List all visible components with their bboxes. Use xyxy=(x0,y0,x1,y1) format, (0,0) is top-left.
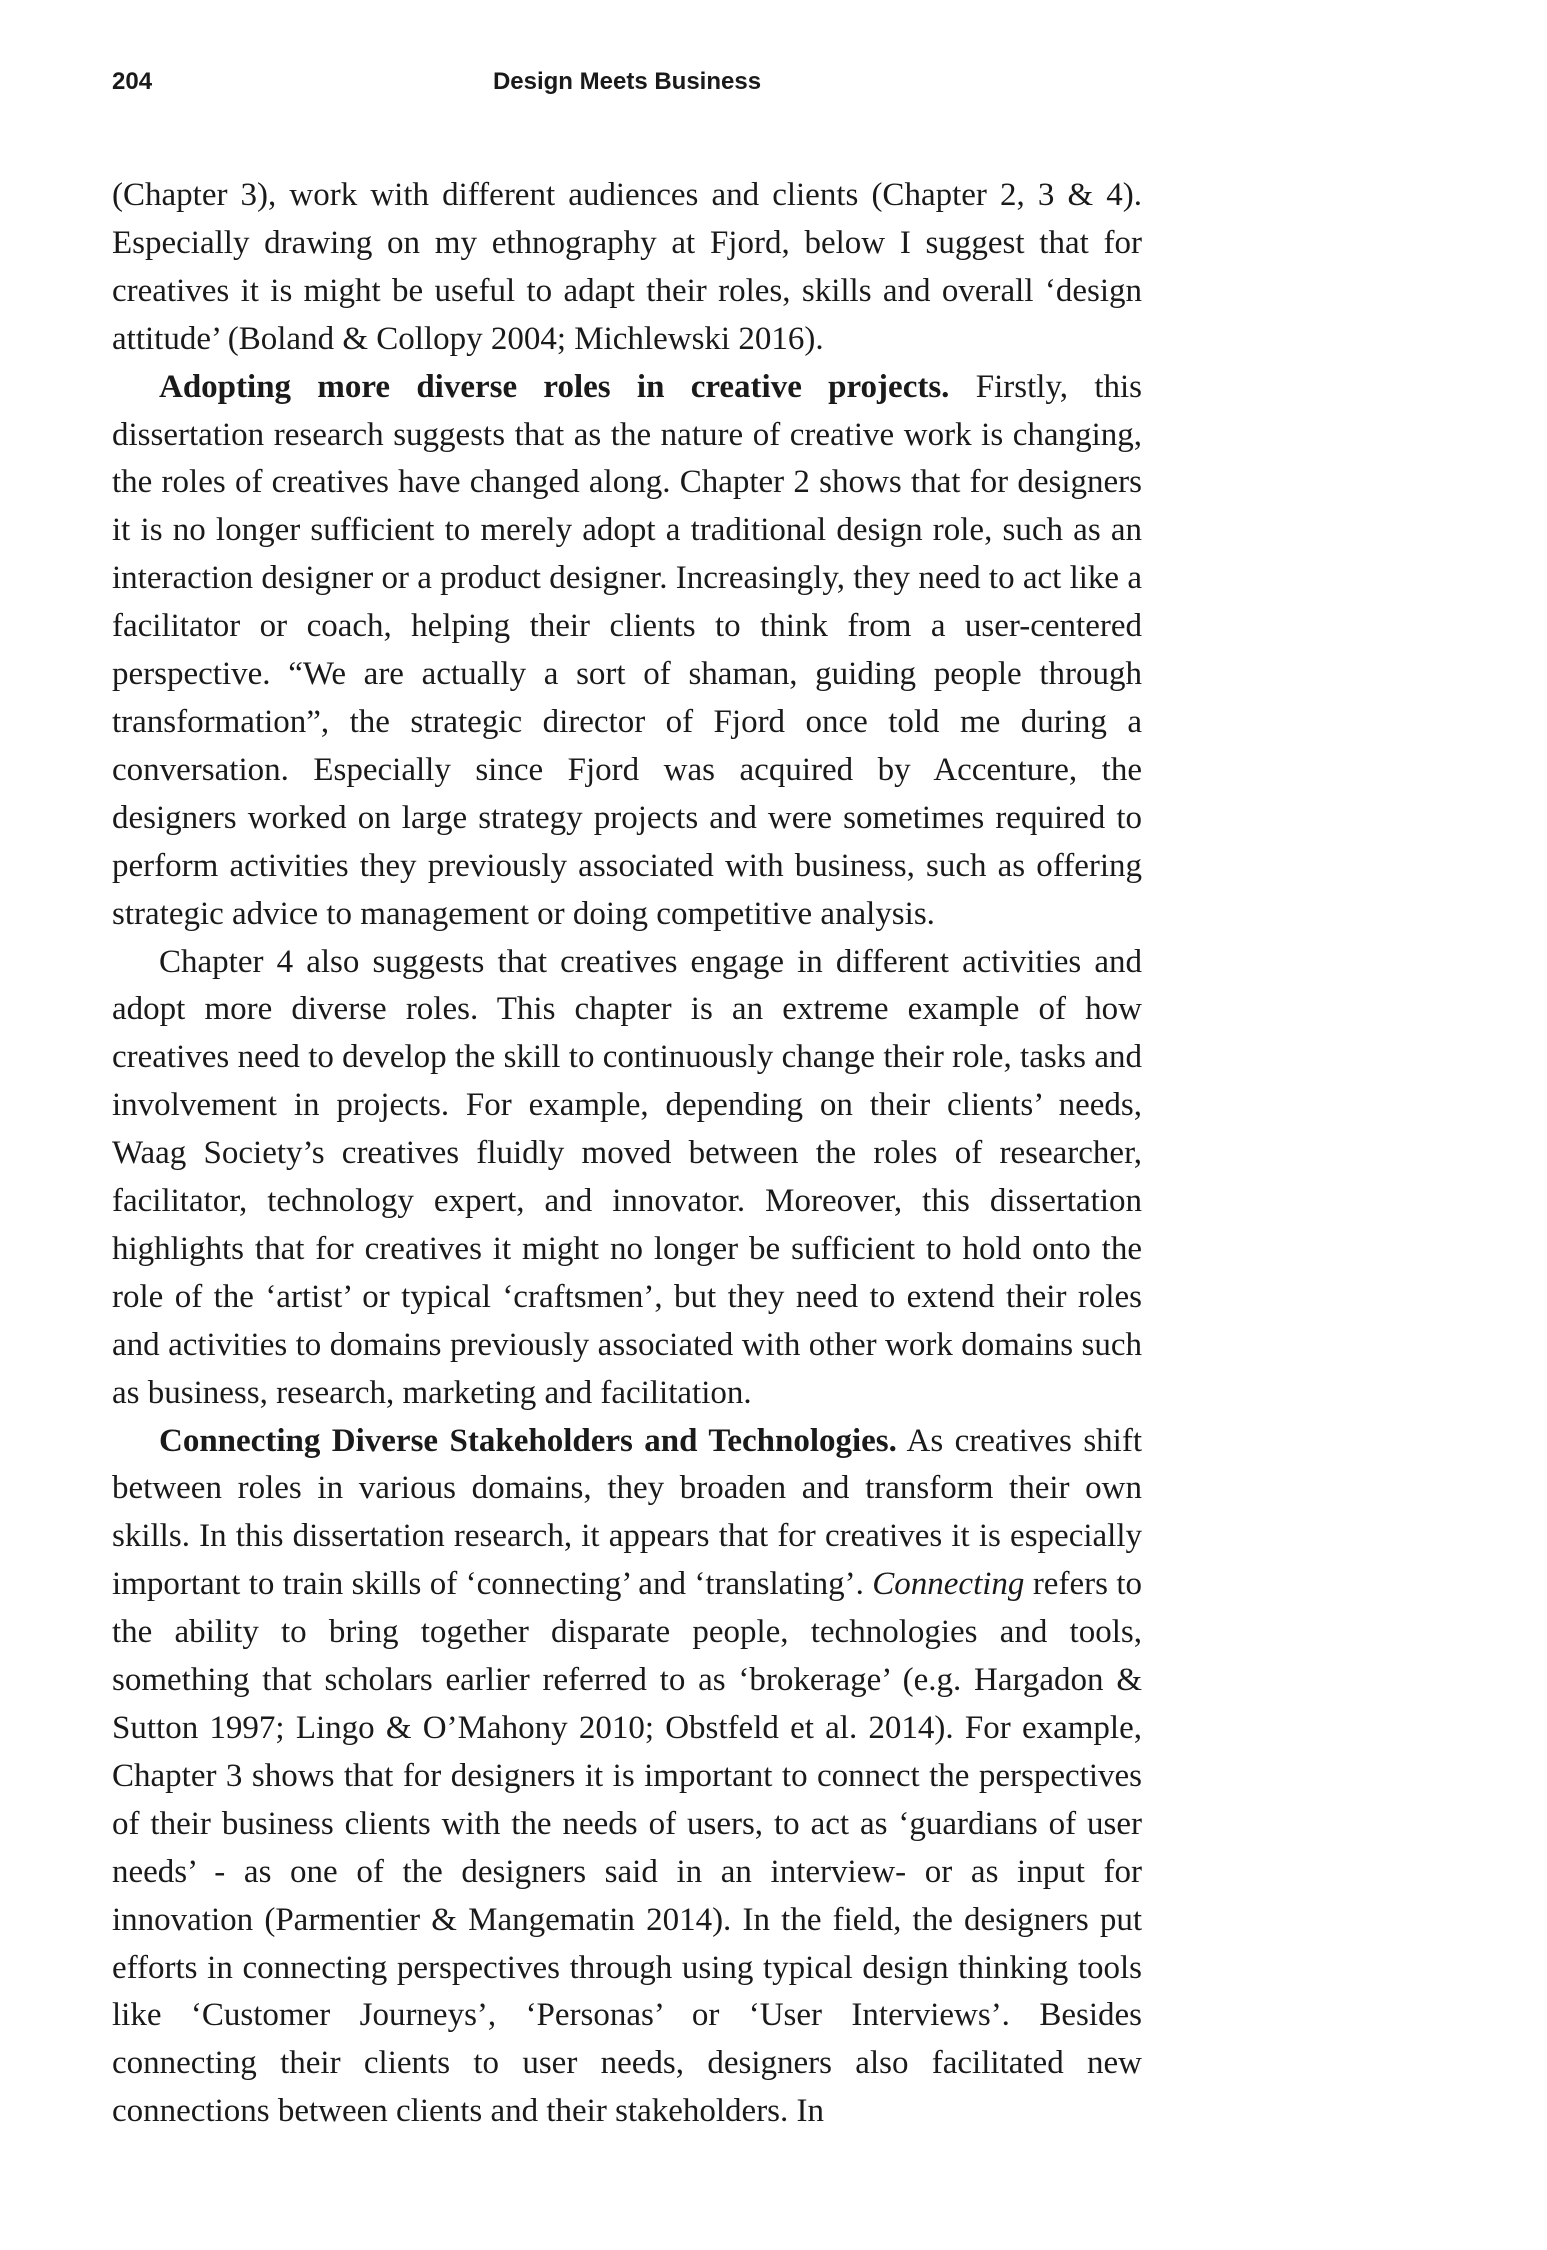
page-number: 204 xyxy=(112,68,153,95)
paragraph-text: refers to the ability to bring together disparate people, technologies and tools, something that scholars earlier referred to as ‘brokerage’ (e.g. Hargadon & Sutton 1997; Lingo & O’Mahony 2010; Obstfeld et al. 2014). For example, Chapter 3 shows that for designers it is important to connect the perspectives of their business clients with the needs of users, to act as ‘guardians of user needs’ - as one of the designers said in an interview- or as input for innovation (Parmentier & Mangematin 2014). In the field, the designers put efforts in connecting perspectives through using typical design thinking tools like ‘Customer Journeys’, ‘Personas’ or ‘User Interviews’. Besides connecting their clients to user needs, designers also facilitated new connections between clients and their stakeholders. In xyxy=(112,1566,1142,2130)
paragraph-continuation: (Chapter 3), work with different audiences and clients (Chapter 2, 3 & 4). Especially drawing on my ethnography at Fjord, below I suggest that for creatives it is might be useful to adapt their roles, skills and overall ‘design attitude’ (Boland & Collopy 2004; Michlewski 2016). xyxy=(112,177,1142,357)
body-text xyxy=(112,172,1142,2136)
italic-term: Connecting xyxy=(872,1566,1025,1603)
paragraph-text: Firstly, this dissertation research suggests that as the nature of creative work is changing, the roles of creatives have changed along. Chapter 2 shows that for designers it is no longer sufficient to merely adopt a traditional design role, such as an interaction designer or a product designer. Increasingly, they need to act like a facilitator or coach, helping their clients to think from a user-centered perspective. “We are actually a sort of shaman, guiding people through transformation”, the strategic director of Fjord once told me during a conversation. Especially since Fjord was acquired by Accenture, the designers worked on large strategy projects and were sometimes required to perform activities they previously associated with business, such as offering strategic advice to management or doing competitive analysis. xyxy=(112,368,1142,932)
paragraph-connecting xyxy=(112,1418,1142,2137)
paragraph-diverse-roles xyxy=(112,364,1142,939)
running-title: Design Meets Business xyxy=(492,68,762,95)
run-in-heading-connecting: Connecting Diverse Stakeholders and Technologies. xyxy=(159,1422,897,1459)
running-header xyxy=(112,68,1142,108)
paragraph-text: As creatives shift between roles in various domains, they broaden and transform their own skills. In this dissertation research, it appears that for creatives it is especially important to train skills of ‘connecting’ and ‘translating’. xyxy=(112,1422,1142,1603)
paragraph-chapter-4: Chapter 4 also suggests that creatives engage in different activities and adopt more diverse roles. This chapter is an extreme example of how creatives need to develop the skill to continuously change their role, tasks and involvement in projects. For example, depending on their clients’ needs, Waag Society’s creatives fluidly moved between the roles of researcher, facilitator, technology expert, and innovator. Moreover, this dissertation highlights that for creatives it might no longer be sufficient to hold onto the role of the ‘artist’ or typical ‘craftsmen’, but they need to extend their roles and activities to domains previously associated with other work domains such as business, research, marketing and facilitation. xyxy=(112,943,1142,1411)
run-in-heading-diverse-roles: Adopting more diverse roles in creative projects. xyxy=(159,368,950,405)
